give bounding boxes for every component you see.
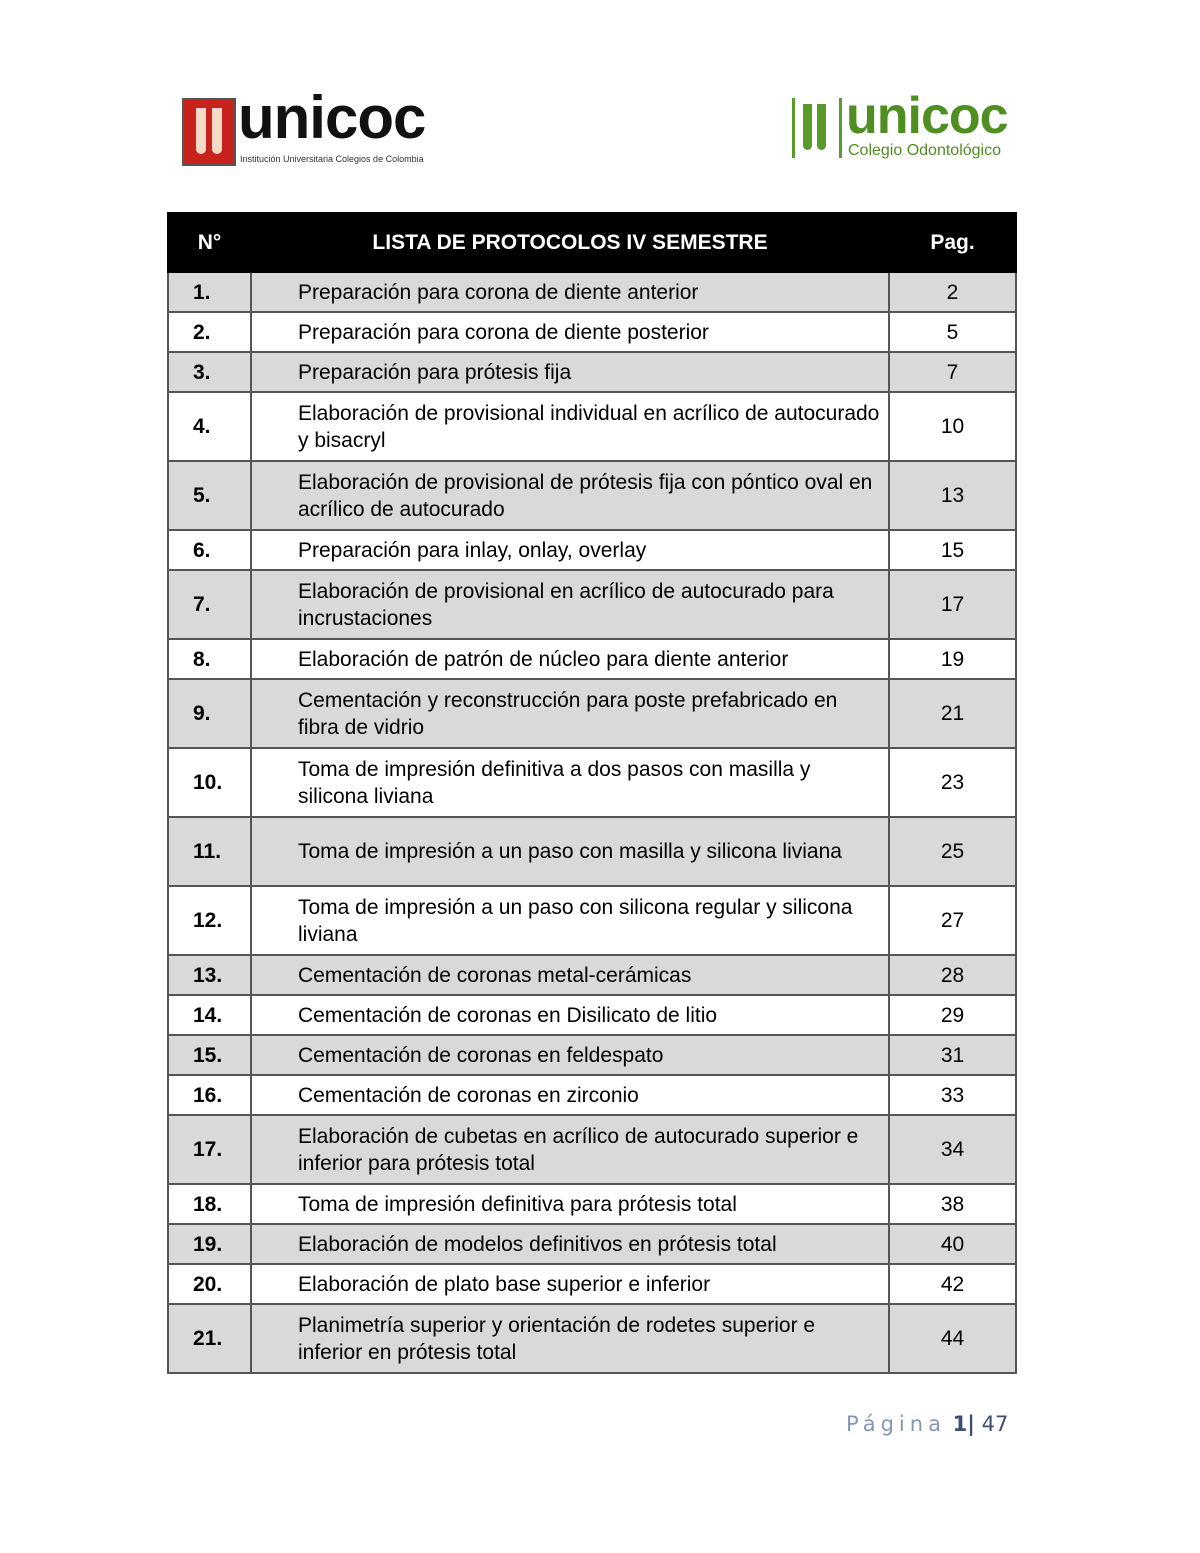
- row-number: 17.: [168, 1115, 251, 1184]
- table-row: [168, 1224, 1016, 1264]
- logo-right-wordmark: unicoc: [846, 87, 1008, 145]
- row-title: Cementación de coronas en Disilicato de litio: [251, 995, 889, 1035]
- table-header-row: [168, 213, 1016, 272]
- row-page: 31: [889, 1035, 1016, 1075]
- unicoc-green-emblem-icon: [792, 98, 842, 158]
- row-number: 7.: [168, 570, 251, 639]
- table-row: [168, 352, 1016, 392]
- row-number: 16.: [168, 1075, 251, 1115]
- row-number: 12.: [168, 886, 251, 955]
- row-title: Elaboración de plato base superior e inferior: [251, 1264, 889, 1304]
- row-title: Preparación para corona de diente anterior: [251, 272, 889, 312]
- row-page: 21: [889, 679, 1016, 748]
- unicoc-red-emblem-icon: [182, 98, 236, 166]
- row-number: 2.: [168, 312, 251, 352]
- table-row: [168, 312, 1016, 352]
- row-title: Elaboración de provisional en acrílico de autocurado para incrustaciones: [251, 570, 889, 639]
- row-page: 10: [889, 392, 1016, 461]
- row-number: 15.: [168, 1035, 251, 1075]
- row-page: 15: [889, 530, 1016, 570]
- row-number: 5.: [168, 461, 251, 530]
- row-number: 11.: [168, 817, 251, 886]
- table-row: [168, 886, 1016, 955]
- table-row: [168, 461, 1016, 530]
- table-row: [168, 392, 1016, 461]
- row-title: Elaboración de provisional de prótesis fija con póntico oval en acrílico de autocurado: [251, 461, 889, 530]
- footer-page-number: 1: [952, 1412, 968, 1436]
- row-page: 29: [889, 995, 1016, 1035]
- row-page: 13: [889, 461, 1016, 530]
- table-row: [168, 1304, 1016, 1373]
- table-row: [168, 995, 1016, 1035]
- table-row: [168, 272, 1016, 312]
- table-row: [168, 639, 1016, 679]
- table-row: [168, 570, 1016, 639]
- row-title: Elaboración de modelos definitivos en prótesis total: [251, 1224, 889, 1264]
- table-row: [168, 1035, 1016, 1075]
- row-title: Cementación de coronas en zirconio: [251, 1075, 889, 1115]
- row-number: 13.: [168, 955, 251, 995]
- header-page: Pag.: [889, 213, 1016, 272]
- row-number: 1.: [168, 272, 251, 312]
- row-title: Elaboración de cubetas en acrílico de autocurado superior e inferior para prótesis total: [251, 1115, 889, 1184]
- unicoc-institution-logo: [178, 84, 438, 176]
- row-title: Cementación de coronas en feldespato: [251, 1035, 889, 1075]
- table-row: [168, 1115, 1016, 1184]
- row-page: 28: [889, 955, 1016, 995]
- table-row: [168, 679, 1016, 748]
- row-number: 20.: [168, 1264, 251, 1304]
- row-page: 19: [889, 639, 1016, 679]
- header-number: N°: [168, 213, 251, 272]
- row-number: 14.: [168, 995, 251, 1035]
- row-page: 44: [889, 1304, 1016, 1373]
- logo-left-subtitle: Institución Universitaria Colegios de Colombia: [240, 154, 424, 164]
- footer-separator: |: [967, 1412, 975, 1436]
- row-title: Toma de impresión a un paso con silicona regular y silicona liviana: [251, 886, 889, 955]
- logo-right-subtitle: Colegio Odontológico: [848, 142, 1001, 159]
- row-page: 40: [889, 1224, 1016, 1264]
- row-page: 17: [889, 570, 1016, 639]
- table-row: [168, 817, 1016, 886]
- row-title: Cementación de coronas metal-cerámicas: [251, 955, 889, 995]
- row-number: 3.: [168, 352, 251, 392]
- row-page: 7: [889, 352, 1016, 392]
- row-page: 42: [889, 1264, 1016, 1304]
- footer-total-pages: 47: [981, 1412, 1009, 1436]
- row-title: Cementación y reconstrucción para poste prefabricado en fibra de vidrio: [251, 679, 889, 748]
- table-row: [168, 1184, 1016, 1224]
- row-page: 23: [889, 748, 1016, 817]
- row-number: 19.: [168, 1224, 251, 1264]
- row-title: Preparación para prótesis fija: [251, 352, 889, 392]
- row-number: 9.: [168, 679, 251, 748]
- footer-page-label: Página: [846, 1412, 946, 1436]
- unicoc-odontologico-logo: [790, 87, 1030, 172]
- row-title: Toma de impresión a un paso con masilla y silicona liviana: [251, 817, 889, 886]
- row-number: 18.: [168, 1184, 251, 1224]
- row-page: 34: [889, 1115, 1016, 1184]
- row-number: 8.: [168, 639, 251, 679]
- row-page: 38: [889, 1184, 1016, 1224]
- table-row: [168, 530, 1016, 570]
- row-title: Preparación para corona de diente posterior: [251, 312, 889, 352]
- row-number: 4.: [168, 392, 251, 461]
- logo-left-wordmark: unicoc: [238, 84, 426, 151]
- table-row: [168, 1264, 1016, 1304]
- row-title: Elaboración de provisional individual en acrílico de autocurado y bisacryl: [251, 392, 889, 461]
- row-page: 33: [889, 1075, 1016, 1115]
- row-title: Planimetría superior y orientación de rodetes superior e inferior en prótesis total: [251, 1304, 889, 1373]
- protocol-list-table: [167, 212, 1017, 1374]
- row-title: Elaboración de patrón de núcleo para diente anterior: [251, 639, 889, 679]
- table-row: [168, 748, 1016, 817]
- page-footer: [846, 1412, 1008, 1436]
- row-number: 21.: [168, 1304, 251, 1373]
- row-number: 10.: [168, 748, 251, 817]
- row-title: Toma de impresión definitiva para prótesis total: [251, 1184, 889, 1224]
- row-title: Toma de impresión definitiva a dos pasos con masilla y silicona liviana: [251, 748, 889, 817]
- row-page: 5: [889, 312, 1016, 352]
- row-page: 27: [889, 886, 1016, 955]
- header-title: LISTA DE PROTOCOLOS IV SEMESTRE: [251, 213, 889, 272]
- row-number: 6.: [168, 530, 251, 570]
- table-row: [168, 955, 1016, 995]
- row-title: Preparación para inlay, onlay, overlay: [251, 530, 889, 570]
- row-page: 2: [889, 272, 1016, 312]
- row-page: 25: [889, 817, 1016, 886]
- table-row: [168, 1075, 1016, 1115]
